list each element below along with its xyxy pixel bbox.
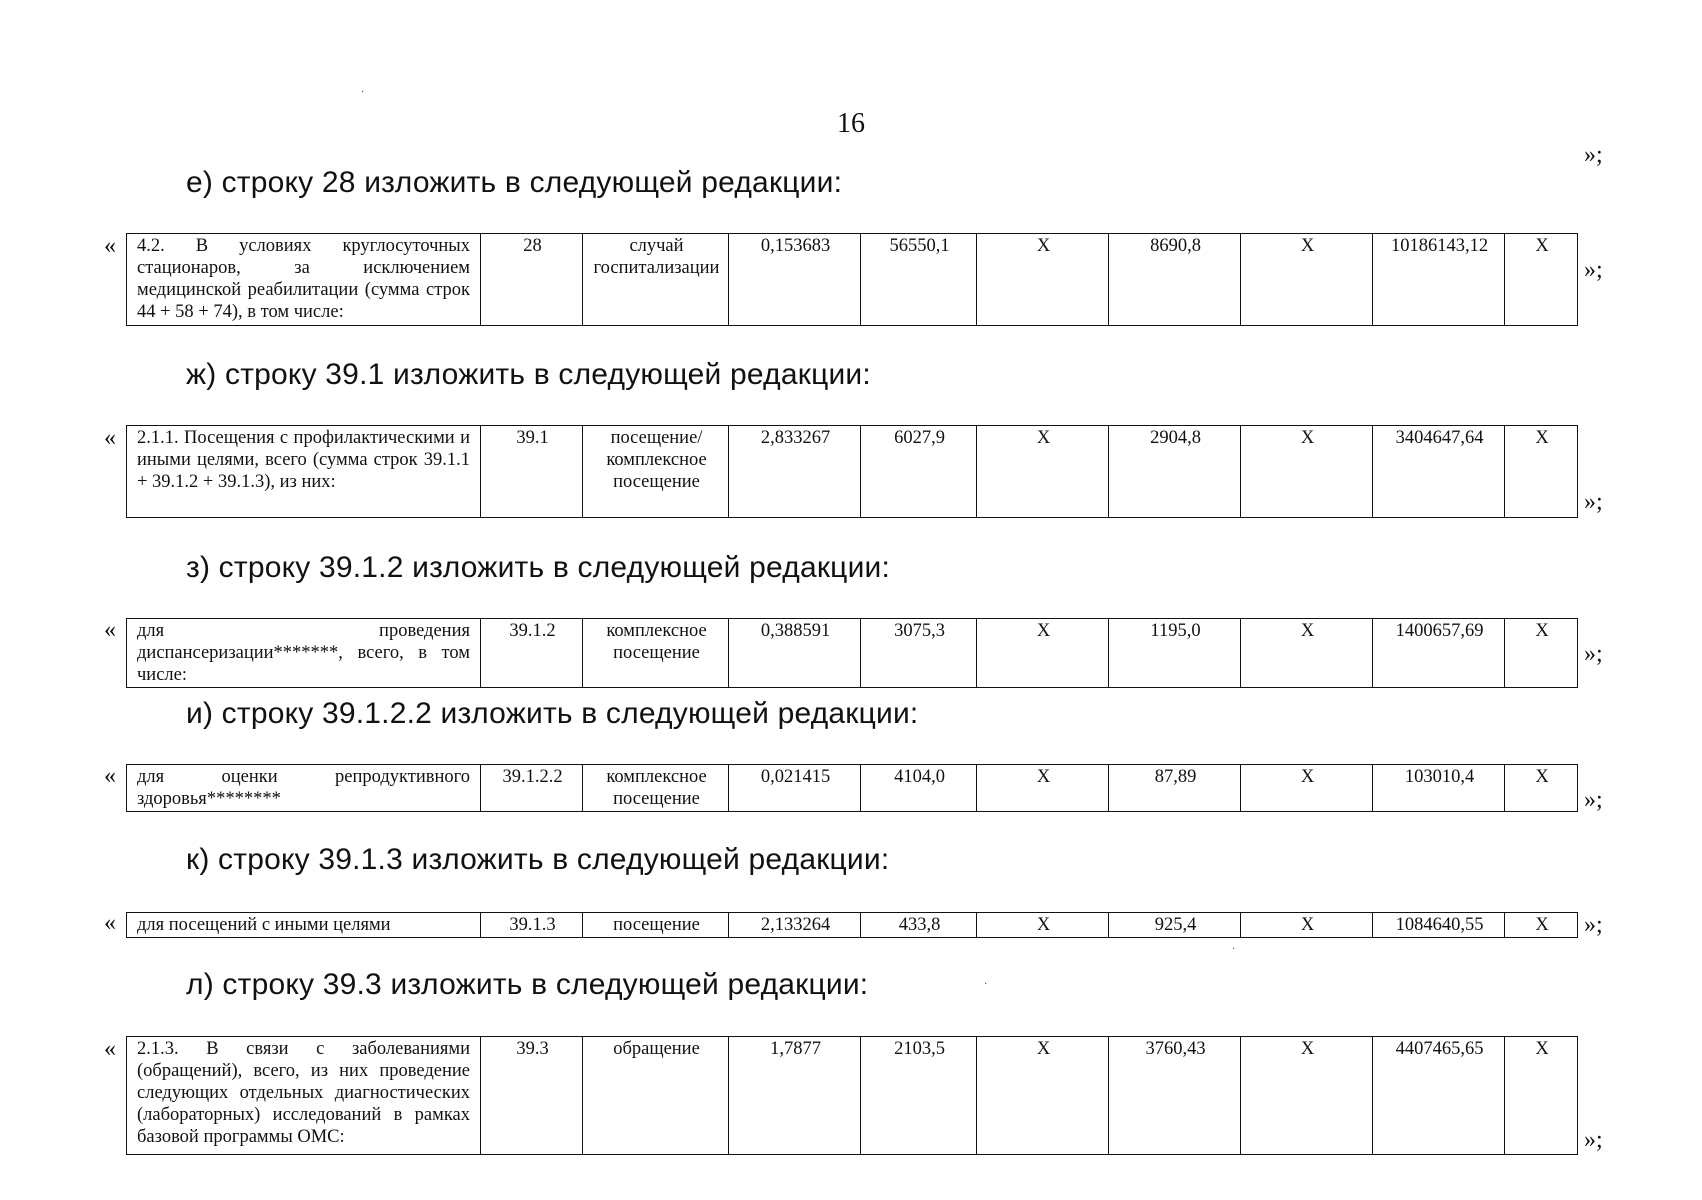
opening-quote: « bbox=[104, 910, 116, 936]
x-cell: Х bbox=[1241, 619, 1373, 688]
unit-cell: комплексное посещение bbox=[583, 619, 729, 688]
section-heading: и) строку 39.1.2.2 изложить в следующей редакции: bbox=[186, 697, 919, 730]
value-cell: 2904,8 bbox=[1109, 426, 1241, 518]
x-cell: Х bbox=[977, 765, 1109, 812]
value-cell: 10186143,12 bbox=[1373, 234, 1505, 326]
table-row bbox=[127, 1037, 1578, 1155]
value-cell: 925,4 bbox=[1109, 913, 1241, 938]
value-cell: 4104,0 bbox=[861, 765, 977, 812]
value-cell: 0,388591 bbox=[729, 619, 861, 688]
amendment-table bbox=[126, 912, 1578, 938]
table-row bbox=[127, 234, 1578, 326]
value-cell: 3404647,64 bbox=[1373, 426, 1505, 518]
row-code-cell: 39.1.2.2 bbox=[481, 765, 583, 812]
value-cell: 6027,9 bbox=[861, 426, 977, 518]
row-code-cell: 28 bbox=[481, 234, 583, 326]
value-cell: 103010,4 bbox=[1373, 765, 1505, 812]
row-name-cell: 2.1.1. Посещения с профилактическими и иными целями, всего (сумма строк 39.1.1 + 39.1.2 + 39.1.3), из них: bbox=[127, 426, 481, 518]
stray-dot: · bbox=[984, 979, 988, 990]
closing-quote: »; bbox=[1584, 257, 1603, 283]
amendment-table bbox=[126, 425, 1578, 518]
row-name-cell: 2.1.3. В связи с заболеваниями (обращений), всего, из них проведение следующих отдельных диагностических (лабораторных) исследований в рамках базовой программы ОМС: bbox=[127, 1037, 481, 1155]
unit-cell: обращение bbox=[583, 1037, 729, 1155]
x-cell: Х bbox=[977, 1037, 1109, 1155]
x-cell: Х bbox=[1241, 234, 1373, 326]
x-cell: Х bbox=[1241, 913, 1373, 938]
table-row bbox=[127, 619, 1578, 688]
table-row bbox=[127, 765, 1578, 812]
section-heading: е) строку 28 изложить в следующей редакции: bbox=[186, 166, 843, 199]
x-cell: Х bbox=[1505, 1037, 1578, 1155]
amendment-table bbox=[126, 233, 1578, 326]
unit-cell: посещение/ комплексное посещение bbox=[583, 426, 729, 518]
x-cell: Х bbox=[1505, 913, 1578, 938]
x-cell: Х bbox=[1505, 426, 1578, 518]
x-cell: Х bbox=[977, 234, 1109, 326]
value-cell: 4407465,65 bbox=[1373, 1037, 1505, 1155]
opening-quote: « bbox=[104, 617, 116, 643]
value-cell: 8690,8 bbox=[1109, 234, 1241, 326]
row-name-cell: для посещений с иными целями bbox=[127, 913, 481, 938]
table-row bbox=[127, 426, 1578, 518]
row-name-cell: для оценки репродуктивного здоровья******** bbox=[127, 765, 481, 812]
value-cell: 1084640,55 bbox=[1373, 913, 1505, 938]
x-cell: Х bbox=[1505, 765, 1578, 812]
x-cell: Х bbox=[1505, 234, 1578, 326]
x-cell: Х bbox=[1241, 1037, 1373, 1155]
x-cell: Х bbox=[1241, 765, 1373, 812]
page-number: 16 bbox=[837, 108, 865, 139]
x-cell: Х bbox=[1505, 619, 1578, 688]
amendment-table bbox=[126, 618, 1578, 688]
value-cell: 87,89 bbox=[1109, 765, 1241, 812]
row-code-cell: 39.3 bbox=[481, 1037, 583, 1155]
unit-cell: случай госпитализации bbox=[583, 234, 729, 326]
unit-cell: комплексное посещение bbox=[583, 765, 729, 812]
value-cell: 56550,1 bbox=[861, 234, 977, 326]
value-cell: 3760,43 bbox=[1109, 1037, 1241, 1155]
row-code-cell: 39.1 bbox=[481, 426, 583, 518]
value-cell: 3075,3 bbox=[861, 619, 977, 688]
closing-quote: »; bbox=[1584, 912, 1603, 938]
opening-quote: « bbox=[104, 763, 116, 789]
row-name-cell: для проведения диспансеризации*******, всего, в том числе: bbox=[127, 619, 481, 688]
row-code-cell: 39.1.3 bbox=[481, 913, 583, 938]
row-code-cell: 39.1.2 bbox=[481, 619, 583, 688]
opening-quote: « bbox=[104, 233, 116, 259]
closing-quote: »; bbox=[1584, 787, 1603, 813]
value-cell: 1,7877 bbox=[729, 1037, 861, 1155]
amendment-table bbox=[126, 1036, 1578, 1155]
value-cell: 1400657,69 bbox=[1373, 619, 1505, 688]
value-cell: 0,021415 bbox=[729, 765, 861, 812]
x-cell: Х bbox=[977, 913, 1109, 938]
section-heading: ж) строку 39.1 изложить в следующей редакции: bbox=[186, 358, 871, 391]
unit-cell: посещение bbox=[583, 913, 729, 938]
section-heading: к) строку 39.1.3 изложить в следующей редакции: bbox=[186, 843, 890, 876]
closing-quote: »; bbox=[1584, 489, 1603, 515]
value-cell: 1195,0 bbox=[1109, 619, 1241, 688]
top-closing-quote: »; bbox=[1584, 142, 1603, 168]
stray-dot: · bbox=[361, 87, 365, 98]
row-name-cell: 4.2. В условиях круглосуточных стационаров, за исключением медицинской реабилитации (сумма строк 44 + 58 + 74), в том числе: bbox=[127, 234, 481, 326]
value-cell: 2,833267 bbox=[729, 426, 861, 518]
closing-quote: »; bbox=[1584, 1127, 1603, 1153]
opening-quote: « bbox=[104, 425, 116, 451]
value-cell: 2,133264 bbox=[729, 913, 861, 938]
section-heading: л) строку 39.3 изложить в следующей редакции: bbox=[186, 968, 869, 1001]
section-heading: з) строку 39.1.2 изложить в следующей редакции: bbox=[186, 551, 891, 584]
value-cell: 2103,5 bbox=[861, 1037, 977, 1155]
x-cell: Х bbox=[1241, 426, 1373, 518]
value-cell: 433,8 bbox=[861, 913, 977, 938]
table-row bbox=[127, 913, 1578, 938]
x-cell: Х bbox=[977, 426, 1109, 518]
stray-dot: · bbox=[1232, 944, 1236, 955]
value-cell: 0,153683 bbox=[729, 234, 861, 326]
closing-quote: »; bbox=[1584, 641, 1603, 667]
amendment-table bbox=[126, 764, 1578, 812]
opening-quote: « bbox=[104, 1036, 116, 1062]
x-cell: Х bbox=[977, 619, 1109, 688]
